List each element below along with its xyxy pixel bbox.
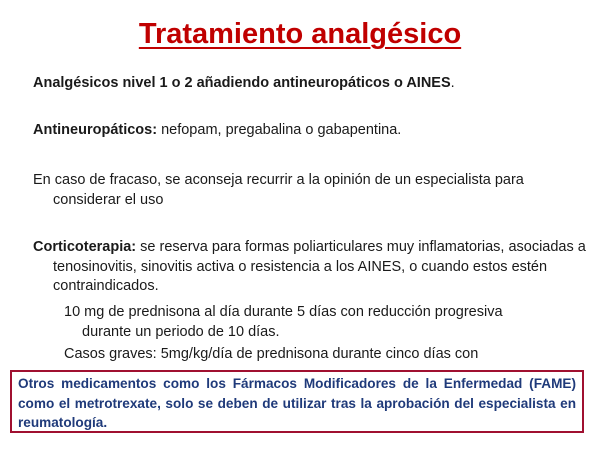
paragraph-analgesicos-bold: Analgésicos nivel 1 o 2 añadiendo antineuropáticos o AINES: [33, 75, 451, 91]
paragraph-antineuropaticos-rest: nefopam, pregabalina o gabapentina.: [157, 122, 402, 138]
paragraph-corticoterapia-bold: Corticoterapia:: [33, 239, 137, 255]
paragraph-analgesicos-rest: .: [450, 75, 455, 91]
paragraph-antineuropaticos-bold: Antineuropáticos:: [33, 122, 158, 138]
callout-box-fame: Otros medicamentos como los Fármacos Modificadores de la Enfermedad (FAME) como el metrotrexate, solo se deben de utilizar tras la aprobación del especialista en reumatología.: [10, 370, 584, 433]
paragraph-antineuropaticos: [33, 121, 573, 141]
slide-title: [0, 16, 600, 52]
slide-title-text: Tratamiento analgésico: [138, 18, 462, 50]
sub-item-casos-graves: Casos graves: 5mg/kg/día de prednisona durante cinco días con: [64, 346, 479, 362]
paragraph-analgesicos: [33, 74, 573, 94]
paragraph-fracaso: En caso de fracaso, se aconseja recurrir a la opinión de un especialista para considerar el uso: [33, 172, 524, 208]
paragraph-corticoterapia-rest: se reserva para formas poliarticulares muy inflamatorias, asociadas a tenosinovitis, sinovitis activa o resistencia a los AINES, o cuando estos estén contraindicados.: [53, 239, 586, 294]
sub-item-prednisona-dosis: 10 mg de prednisona al día durante 5 días con reducción progresiva durante un periodo de 10 días.: [64, 304, 503, 340]
paragraph-corticoterapia: [33, 238, 593, 297]
